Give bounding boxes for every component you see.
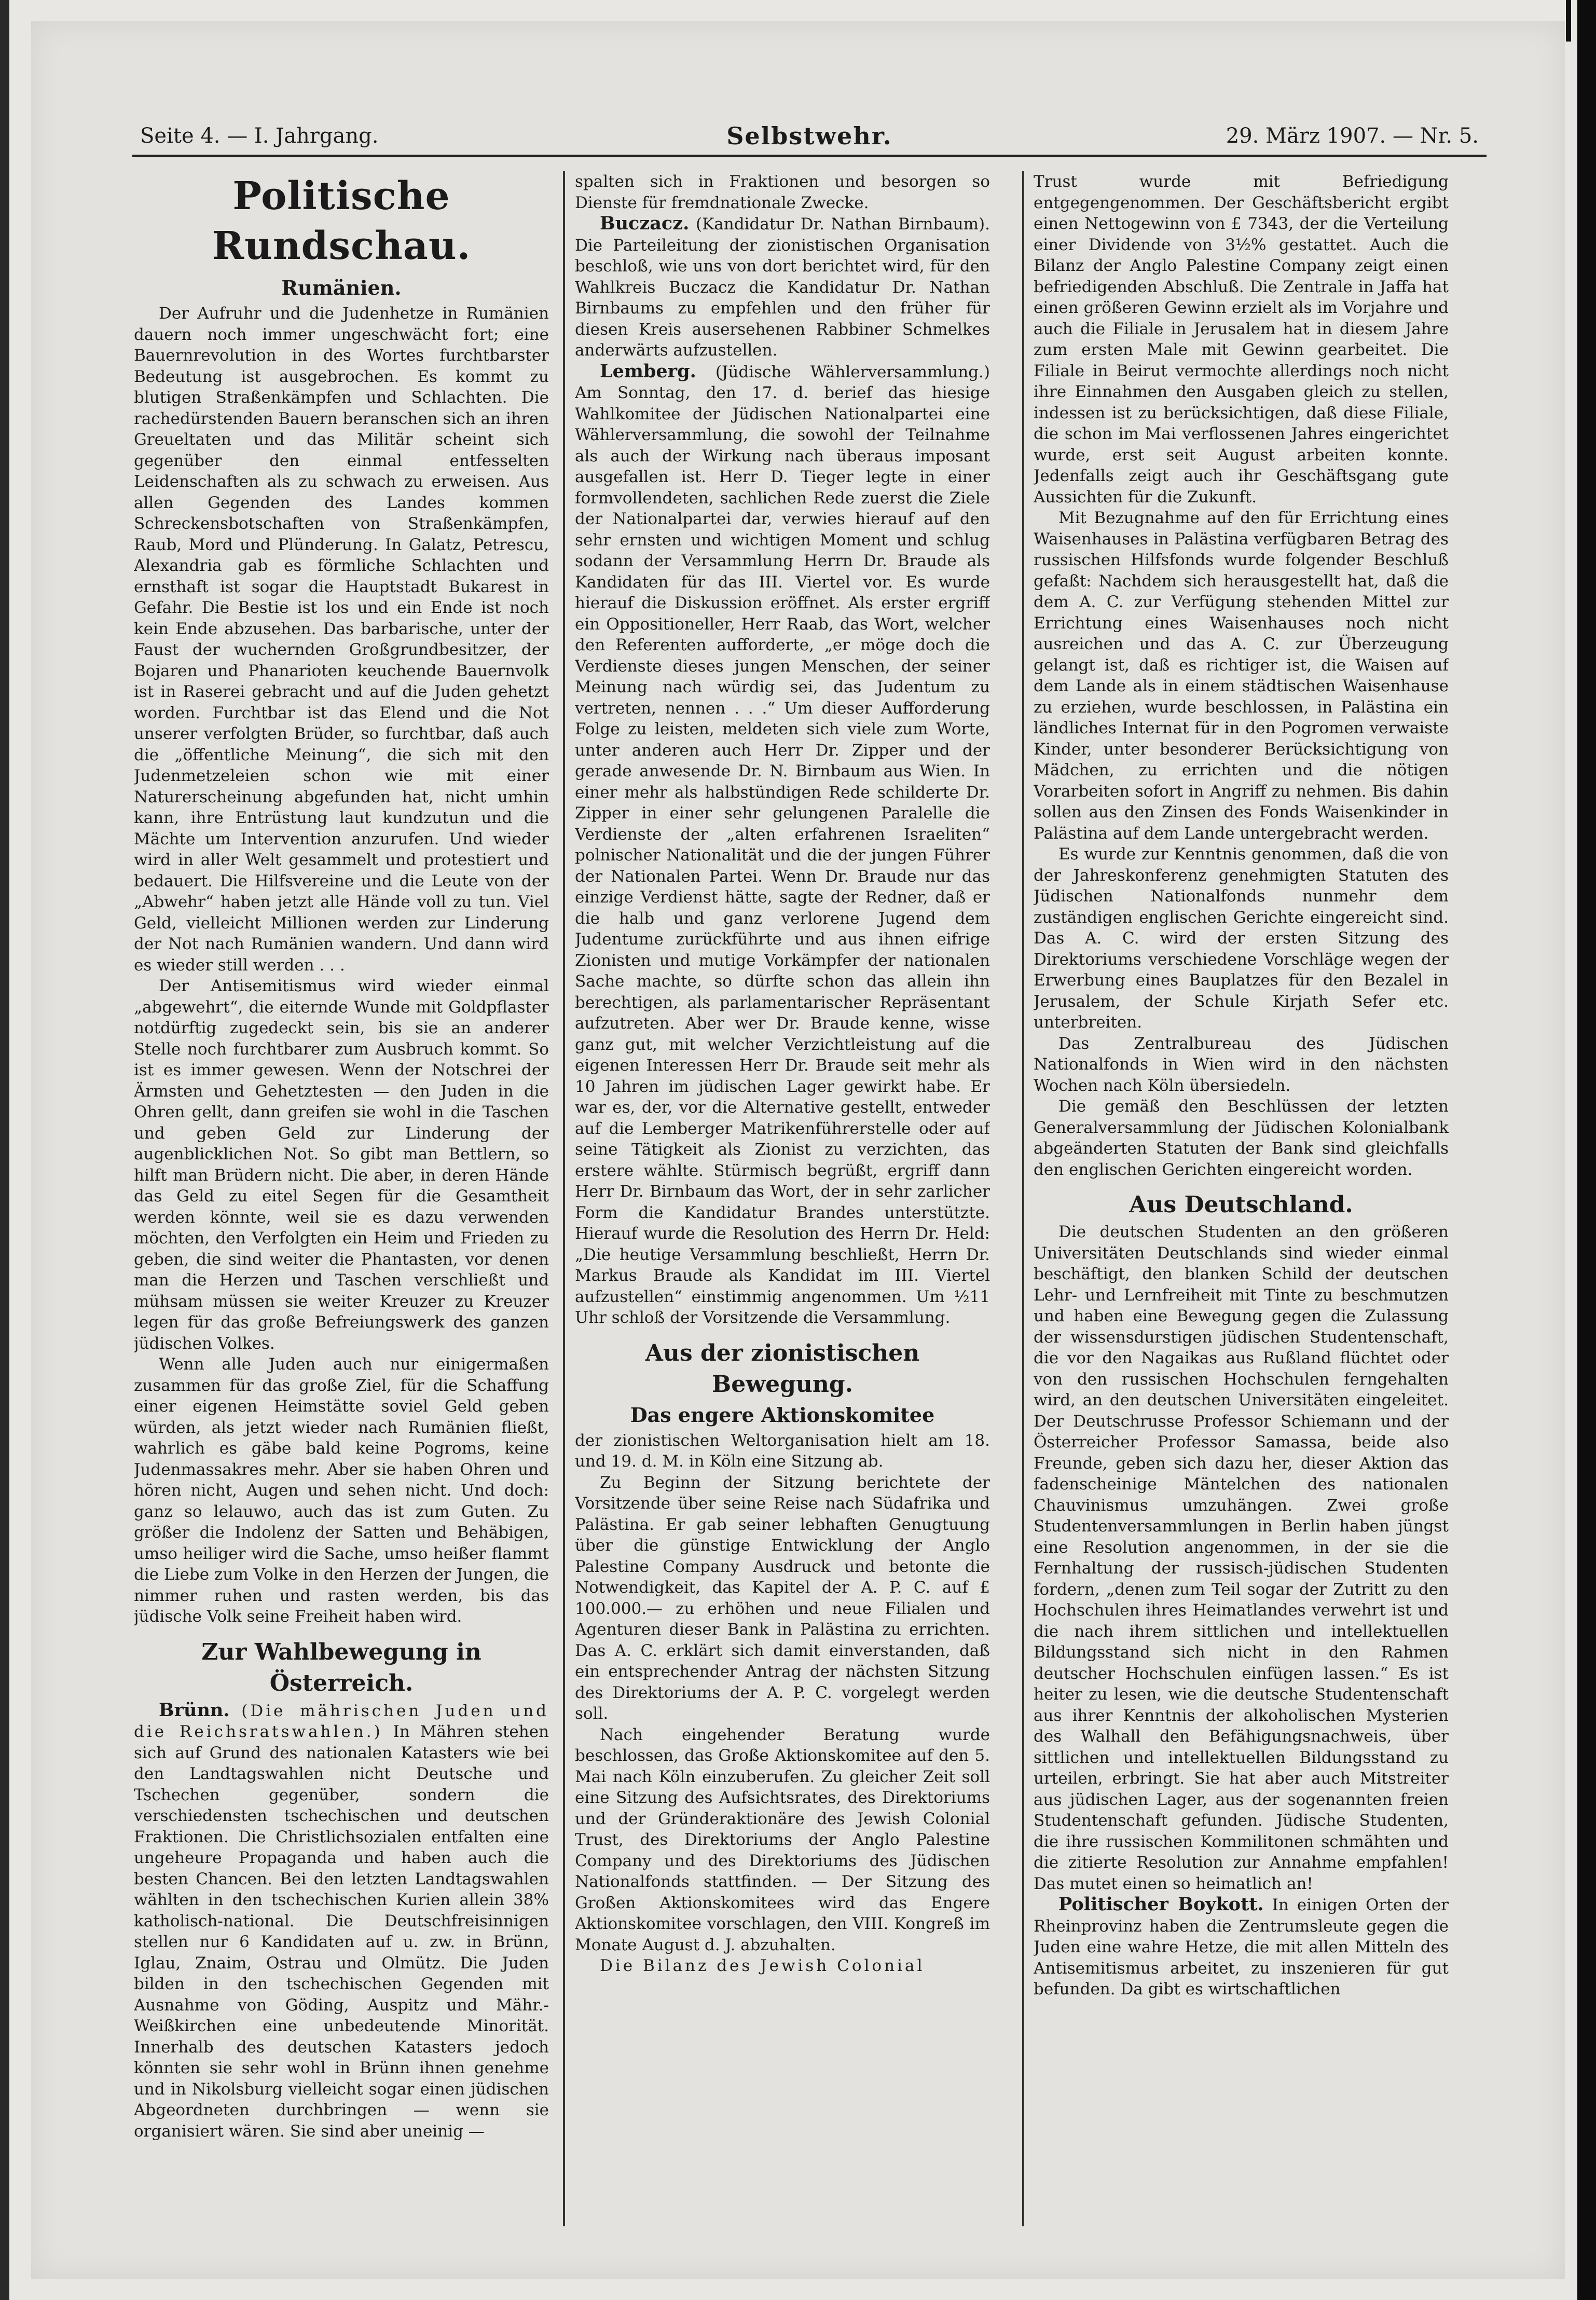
aktionskomitee-heading: Das engere Aktionskomitee — [630, 1403, 935, 1427]
article-paragraph: Die deutschen Studenten an den größeren Universitäten Deutschlands sind wieder einmal beschäftigt, den blanken Schild der deutschen Lehr- und Lernfreiheit mit Tinte zu beschmutzen und haben eine Bewegung gegen die Zulassung der wissensdurstigen jüdischen Studentenschaft, die vor den Nagaikas aus Rußland flüchtet oder von den russischen Hochschulen ferngehalten wird, an den deutschen Universitäten eingeleitet. Der Deutschrusse Professor Schiemann und der Österreicher Professor Samassa, beide also Freunde, geben sich dazu her, dieser Aktion das fadenscheinige Mäntelchen des nationalen Chauvinismus umzuhängen. Zwei große Studentenversammlungen in Berlin haben jüngst eine Resolution angenommen, in der sie die Fernhaltung der russisch-jüdischen Studenten fordern, „denen zum Teil sogar der Zutritt zu den Hochschulen ihres Heimatlandes verwehrt ist und die nach ihrem sittlichen und intellektuellen Bildungsstand sich nicht in den Rahmen deutscher Hochschulen einfügen lassen.“ Es ist heiter zu lesen, wie die deutsche Studentenschaft aus ihrer Kenntnis der alkoholischen Mysterien des Walhall den Befähigungsnachweis, über sittlichen und intellektuellen Bildungsstand zu urteilen, erbringt. Sie hat aber auch Mitstreiter aus jüdischen Lager, aus der sogenannten freien Studentenschaft gefunden. Jüdische Studenten, die ihre russischen Kommilitonen schmähten und die zitierte Resolution zur Annahme empfahlen! Das mutet einen so heimatlich an! — [1034, 1223, 1449, 1893]
column-1 — [134, 171, 549, 2226]
article-paragraph: der zionistischen Weltorganisation hielt am 18. und 19. d. M. in Köln eine Sitzung ab. — [575, 1431, 990, 1471]
article-paragraph: Der Aufruhr und die Judenhetze in Rumänien dauern noch immer ungeschwächt fort; eine Bauernrevolution in des Wortes furchtbarster Bedeutung ist ausgebrochen. Es kommt zu blutigen Straßenkämpfen und Schlachten. Die rachedürstenden Bauern beranschen sich an ihren Greueltaten und das Militär scheint sich gegenüber den einmal entfesselten Leidenschaften als zu schwach zu erweisen. Aus allen Gegenden des Landes kommen Schreckensbotschaften von Straßenkämpfen, Raub, Mord und Plünderung. In Galatz, Petrescu, Alexandria gab es förmliche Schlachten und ernsthaft ist sogar die Hauptstadt Bukarest in Gefahr. Die Bestie ist los und ein Ende ist noch kein Ende abzusehen. Das barbarische, unter der Faust der wuchernden Großgrundbesitzer, der Bojaren und Phanarioten keuchende Bauernvolk ist in Raserei gebracht und auf die Juden gehetzt worden. Furchtbar ist das Elend und die Not unserer verfolgten Brüder, so furchtbar, daß auch die „öffentliche Meinung“, die sich mit den Judenmetzeleien schon wie mit einer Naturerscheinung abgefunden hat, nicht umhin kann, ihre Entrüstung laut kundzutun und die Mächte um Intervention anzurufen. Und wieder wird in aller Welt gesammelt und protestiert und bedauert. Die Hilfsvereine und die Leute von der „Abwehr“ haben jetzt alle Hände voll zu tun. Viel Geld, vielleicht Millionen werden zur Linderung der Not nach Rumänien wandern. Und dann wird es wieder still werden . . . — [134, 304, 549, 975]
deutschland-heading: Aus Deutschland. — [1129, 1192, 1353, 1218]
scan-left-edge — [0, 0, 9, 2300]
lemberg-lead: Lemberg. — [600, 360, 696, 382]
lemberg-paragraph — [575, 361, 990, 1329]
bruenn-subtitle: (Die mährischen Juden und die Reichsratswahlen.) — [134, 1701, 549, 1741]
scan-corner-mark — [1566, 0, 1571, 42]
article-paragraph: Das Zentralbureau des Jüdischen Nationalfonds in Wien wird in den nächsten Wochen nach Köln übersiedeln. — [1034, 1034, 1449, 1095]
section-title: Politische Rundschau. — [212, 174, 471, 268]
article-paragraph: Die gemäß den Beschlüssen der letzten Generalversammlung der Jüdischen Kolonialbank abgeänderten Statuten der Bank sind gleichfalls den englischen Gerichten eingereicht worden. — [1034, 1097, 1449, 1179]
article-paragraph: Mit Bezugnahme auf den für Errichtung eines Waisenhauses in Palästina verfügbaren Betrag des russischen Hilfsfonds wurde folgender Beschluß gefaßt: Nachdem sich herausgestellt hat, daß die dem A. C. zur Verfügung stehenden Mittel zur Errichtung eines Waisenhauses noch nicht ausreichen und das A. C. zur Überzeugung gelangt ist, daß es richtiger ist, die Waisen auf dem Lande als in einem städtischen Waisenhause zu erziehen, wurde beschlossen, in Palästina ein ländliches Internat für in den Pogromen verwaiste Kinder, unter besonderer Berücksichtigung von Mädchen, zu errichten und die nötigen Vorarbeiten sofort in Angriff zu nehmen. Bis dahin sollen aus den Zinsen des Fonds Waisenkinder in Palästina auf dem Lande untergebracht werden. — [1034, 509, 1449, 843]
article-paragraph: spalten sich in Fraktionen und besorgen so Dienste für fremdnationale Zwecke. — [575, 172, 990, 212]
column-2 — [575, 171, 990, 2226]
header-date-issue: 29. März 1907. — Nr. 5. — [1226, 124, 1479, 148]
column-3 — [1034, 171, 1449, 2226]
column-divider-1 — [563, 171, 565, 2226]
buczacz-text: (Kandidatur Dr. Nathan Birnbaum). Die Parteileitung der zionistischen Organisation beschloß, wie uns von dort berichtet wird, für den Wahlkreis Buczacz die Kandidatur Dr. Nathan Birnbaums zu empfehlen und den früher für diesen Kreis ausersehenen Rabbiner Schmelkes anderwärts aufzustellen. — [575, 215, 990, 360]
article-paragraph: Nach eingehender Beratung wurde beschlossen, das Große Aktionskomitee auf den 5. Mai nach Köln einzuberufen. Zu gleicher Zeit soll eine Sitzung des Aufsichtsrates, des Direktoriums und der Gründeraktionäre des Jewish Colonial Trust, des Direktoriums der Anglo Palestine Company und des Direktoriums des Jüdischen Nationalfonds stattfinden. — Der Sitzung des Großen Aktionskomitees wird das Engere Aktionskomitee vorschlagen, den VIII. Kongreß im Monate August d. J. abzuhalten. — [575, 1725, 990, 1954]
lemberg-text: (Jüdische Wählerversammlung.) Am Sonntag, den 17. d. berief das hiesige Wahlkomitee der Jüdischen Nationalpartei eine Wählerversammlung, die sowohl der Teilnahme als auch der Wirkung nach überaus imposant ausgefallen ist. Herr D. Tieger legte in einer formvollendeten, sachlichen Rede zuerst die Ziele der Nationalpartei dar, verwies hierauf auf den sehr ernsten und wichtigen Moment und schlug sodann der Versammlung Herrn Dr. Braude als Kandidaten für das III. Viertel vor. Es wurde hierauf die Diskussion eröffnet. Als erster ergriff ein Oppositioneller, Herr Raab, das Wort, welcher den Referenten aufforderte, „er möge doch die Verdienste dieses jungen Menschen, der seiner Meinung nach würdig sei, das Judentum zu vertreten, nennen . . .“ Um dieser Aufforderung Folge zu leisten, meldeten sich viele zum Worte, unter anderen auch Herr Dr. Zipper und der gerade anwesende Dr. N. Birnbaum aus Wien. In einer mehr als halbstündigen Rede schilderte Dr. Zipper in einer sehr gelungenen Paralelle die Verdienste der „alten erfahrenen Israeliten“ polnischer Nationalität und die der jungen Führer der Nationalen Partei. Wenn Dr. Braude nur das einzige Verdienst hätte, sagte der Redner, daß er die halb und ganz verlorene Jugend dem Judentume zurückführte und aus ihnen eifrige Zionisten und mutige Vorkämpfer der nationalen Sache machte, so dürfte schon das allein ihn berechtigen, als parlamentarischer Repräsentant aufzutreten. Aber wer Dr. Braude kenne, wisse ganz gut, mit welcher Verzichtleistung auf die eigenen Interessen Herr Dr. Braude seit mehr als 10 Jahren im jüdischen Lager gewirkt habe. Er war es, der, vor die Alternative gestellt, entweder auf die Lemberger Matrikenführerstelle oder auf seine Tätigkeit als Zionist zu verzichten, das erstere wählte. Stürmisch begrüßt, ergriff dann Herr Dr. Birnbaum das Wort, der in sehr zarlicher Form die Kandidatur Brandes unterstützte. Hierauf wurde die Resolution des Herrn Dr. Held: „Die heutige Versammlung beschließt, Herrn Dr. Markus Braude als Kandidat im III. Viertel aufzustellen“ einstimmig angenommen. Um ½11 Uhr schloß der Vorsitzende die Versammlung. — [575, 362, 990, 1327]
zionist-movement-heading: Aus der zionistischen Bewegung. — [645, 1339, 920, 1398]
bruenn-lead: Brünn. — [159, 1699, 230, 1721]
page-header — [140, 120, 1479, 152]
article-paragraph: Es wurde zur Kenntnis genommen, daß die von der Jahreskonferenz genehmigten Statuten des Jüdischen Nationalfonds nunmehr dem zuständigen englischen Gerichte eingereicht sind. Das A. C. wird der ersten Sitzung des Direktoriums verschiedene Vorschläge wegen der Erwerbung eines Bauplatzes für den Bezalel in Jerusalem, der Schule Kirjath Sefer etc. unterbreiten. — [1034, 845, 1449, 1032]
scan-right-edge — [1577, 0, 1596, 2300]
wahlbewegung-heading: Zur Wahlbewegung in Österreich. — [201, 1638, 481, 1696]
rumaenien-heading: Rumänien. — [281, 276, 402, 299]
boykott-text: In einigen Orten der Rheinprovinz haben die Zentrumsleute gegen die Juden eine wahre Hetze, die mit allen Mitteln des Antisemitismus arbeitet, zu inszenieren für gut befunden. Da gibt es wirtschaftlichen — [1034, 1896, 1449, 1998]
article-paragraph: Wenn alle Juden auch nur einigermaßen zusammen für das große Ziel, für die Schaffung einer eigenen Heimstätte soviel Geld geben würden, als jetzt wieder nach Rumänien fließt, wahrlich es gäbe bald keine Pogroms, keine Judenmassakres mehr. Aber sie haben Ohren und hören nicht, Augen und sehen nicht. Und doch: ganz so lelauwo, auch das ist zum Guten. Zu größer die Indolenz der Satten und Behäbigen, umso heiliger wird die Sache, umso heißer flammt die Liebe zum Volke in den Herzen der Jungen, die nimmer ruhen und rasten werden, bis das jüdische Volk seine Freiheit haben wird. — [134, 1355, 549, 1626]
header-page-number: Seite 4. — I. Jahrgang. — [140, 124, 379, 148]
header-rule — [132, 155, 1487, 157]
article-paragraph: Die Bilanz des Jewish Colonial — [600, 1956, 925, 1975]
buczacz-lead: Buczacz. — [600, 213, 690, 234]
bruenn-paragraph — [134, 1700, 549, 2142]
boykott-lead: Politischer Boykott. — [1058, 1894, 1264, 1915]
article-paragraph: Zu Beginn der Sitzung berichtete der Vorsitzende über seine Reise nach Südafrika und Palästina. Er gab seiner lebhaften Genugtuung über die günstige Entwicklung der Anglo Palestine Company Ausdruck und betonte die Notwendigkeit, das Kapitel der A. P. C. auf £ 100.000.— zu erhöhen und neue Filialen und Agenturen dieser Bank in Palästina zu errichten. Das A. C. erklärt sich damit einverstanden, daß ein entsprechender Antrag der nächsten Sitzung des Direktoriums der A. P. C. vorgelegt werden soll. — [575, 1473, 990, 1723]
buczacz-paragraph — [575, 213, 990, 361]
column-divider-2 — [1022, 171, 1024, 2226]
boykott-paragraph — [1034, 1894, 1449, 2000]
article-paragraph: Trust wurde mit Befriedigung entgegengenommen. Der Geschäftsbericht ergibt einen Nettogewinn von £ 7343, der die Verteilung einer Dividende von 3½% gestattet. Auch die Bilanz der Anglo Palestine Company zeigt einen befriedigenden Abschluß. Die Zentrale in Jaffa hat einen größeren Gewinn erzielt als im Vorjahre und auch die Filiale in Jerusalem hat in diesem Jahre zum ersten Male mit Gewinn gearbeitet. Die Filiale in Beirut vermochte allerdings noch nicht ihre Einnahmen den Ausgaben gleich zu stellen, indessen ist zu berücksichtigen, daß diese Filiale, die schon im Mai verflossenen Jahres eingerichtet wurde, erst seit August arbeiten konnte. Jedenfalls zeigt auch ihr Geschäftsgang gute Aussichten für die Zukunft. — [1034, 172, 1449, 506]
article-paragraph: Der Antisemitismus wird wieder einmal „abgewehrt“, die eiternde Wunde mit Goldpflaster notdürftig zugedeckt sein, bis sie an anderer Stelle noch furchtbarer zum Ausbruch kommt. So ist es immer gewesen. Wenn der Notschrei der Ärmsten und Gehetztesten — den Juden in die Ohren gellt, dann greifen sie wohl in die Taschen und geben Geld zur Linderung der augenblicklichen Not. So gibt man Bettlern, so hilft man Brüdern nicht. Die aber, in deren Hände das Geld zu eitel Segen für die Gesamtheit werden könnte, weil sie es dazu verwenden möchten, den Verfolgten ein Heim und Frieden zu geben, die sind weiter die Phantasten, vor denen man die Herzen und Taschen verschließt und mühsam müssen sie weiter Kreuzer zu Kreuzer legen für das große Befreiungswerk des ganzen jüdischen Volkes. — [134, 977, 549, 1353]
header-masthead: Selbstwehr. — [726, 122, 892, 150]
bruenn-text: In Mähren stehen sich auf Grund des nationalen Katasters wie bei den Landtagswahlen nicht Deutsche und Tschechen gegenüber, sondern die verschiedensten tschechischen und deutschen Fraktionen. Die Christlichsozialen entfalten eine ungeheure Propaganda und haben auch die besten Chancen. Bei den letzten Landtagswahlen wählten in den tschechischen Kurien allein 38% katholisch-national. Die Deutschfreisinnigen stellen nur 6 Kandidaten auf u. zw. in Brünn, Iglau, Znaim, Ostrau und Olmütz. Die Juden bilden in den tschechischen Gegenden mit Ausnahme von Göding, Auspitz und Mähr.-Weißkirchen eine unbedeutende Minorität. Innerhalb des deutschen Katasters jedoch könnten sie sehr wohl in Brünn ihnen genehme und in Nikolsburg vielleicht sogar einen jüdischen Abgeordneten durchbringen — wenn sie organisiert wären. Sie sind aber uneinig — — [134, 1722, 549, 2141]
